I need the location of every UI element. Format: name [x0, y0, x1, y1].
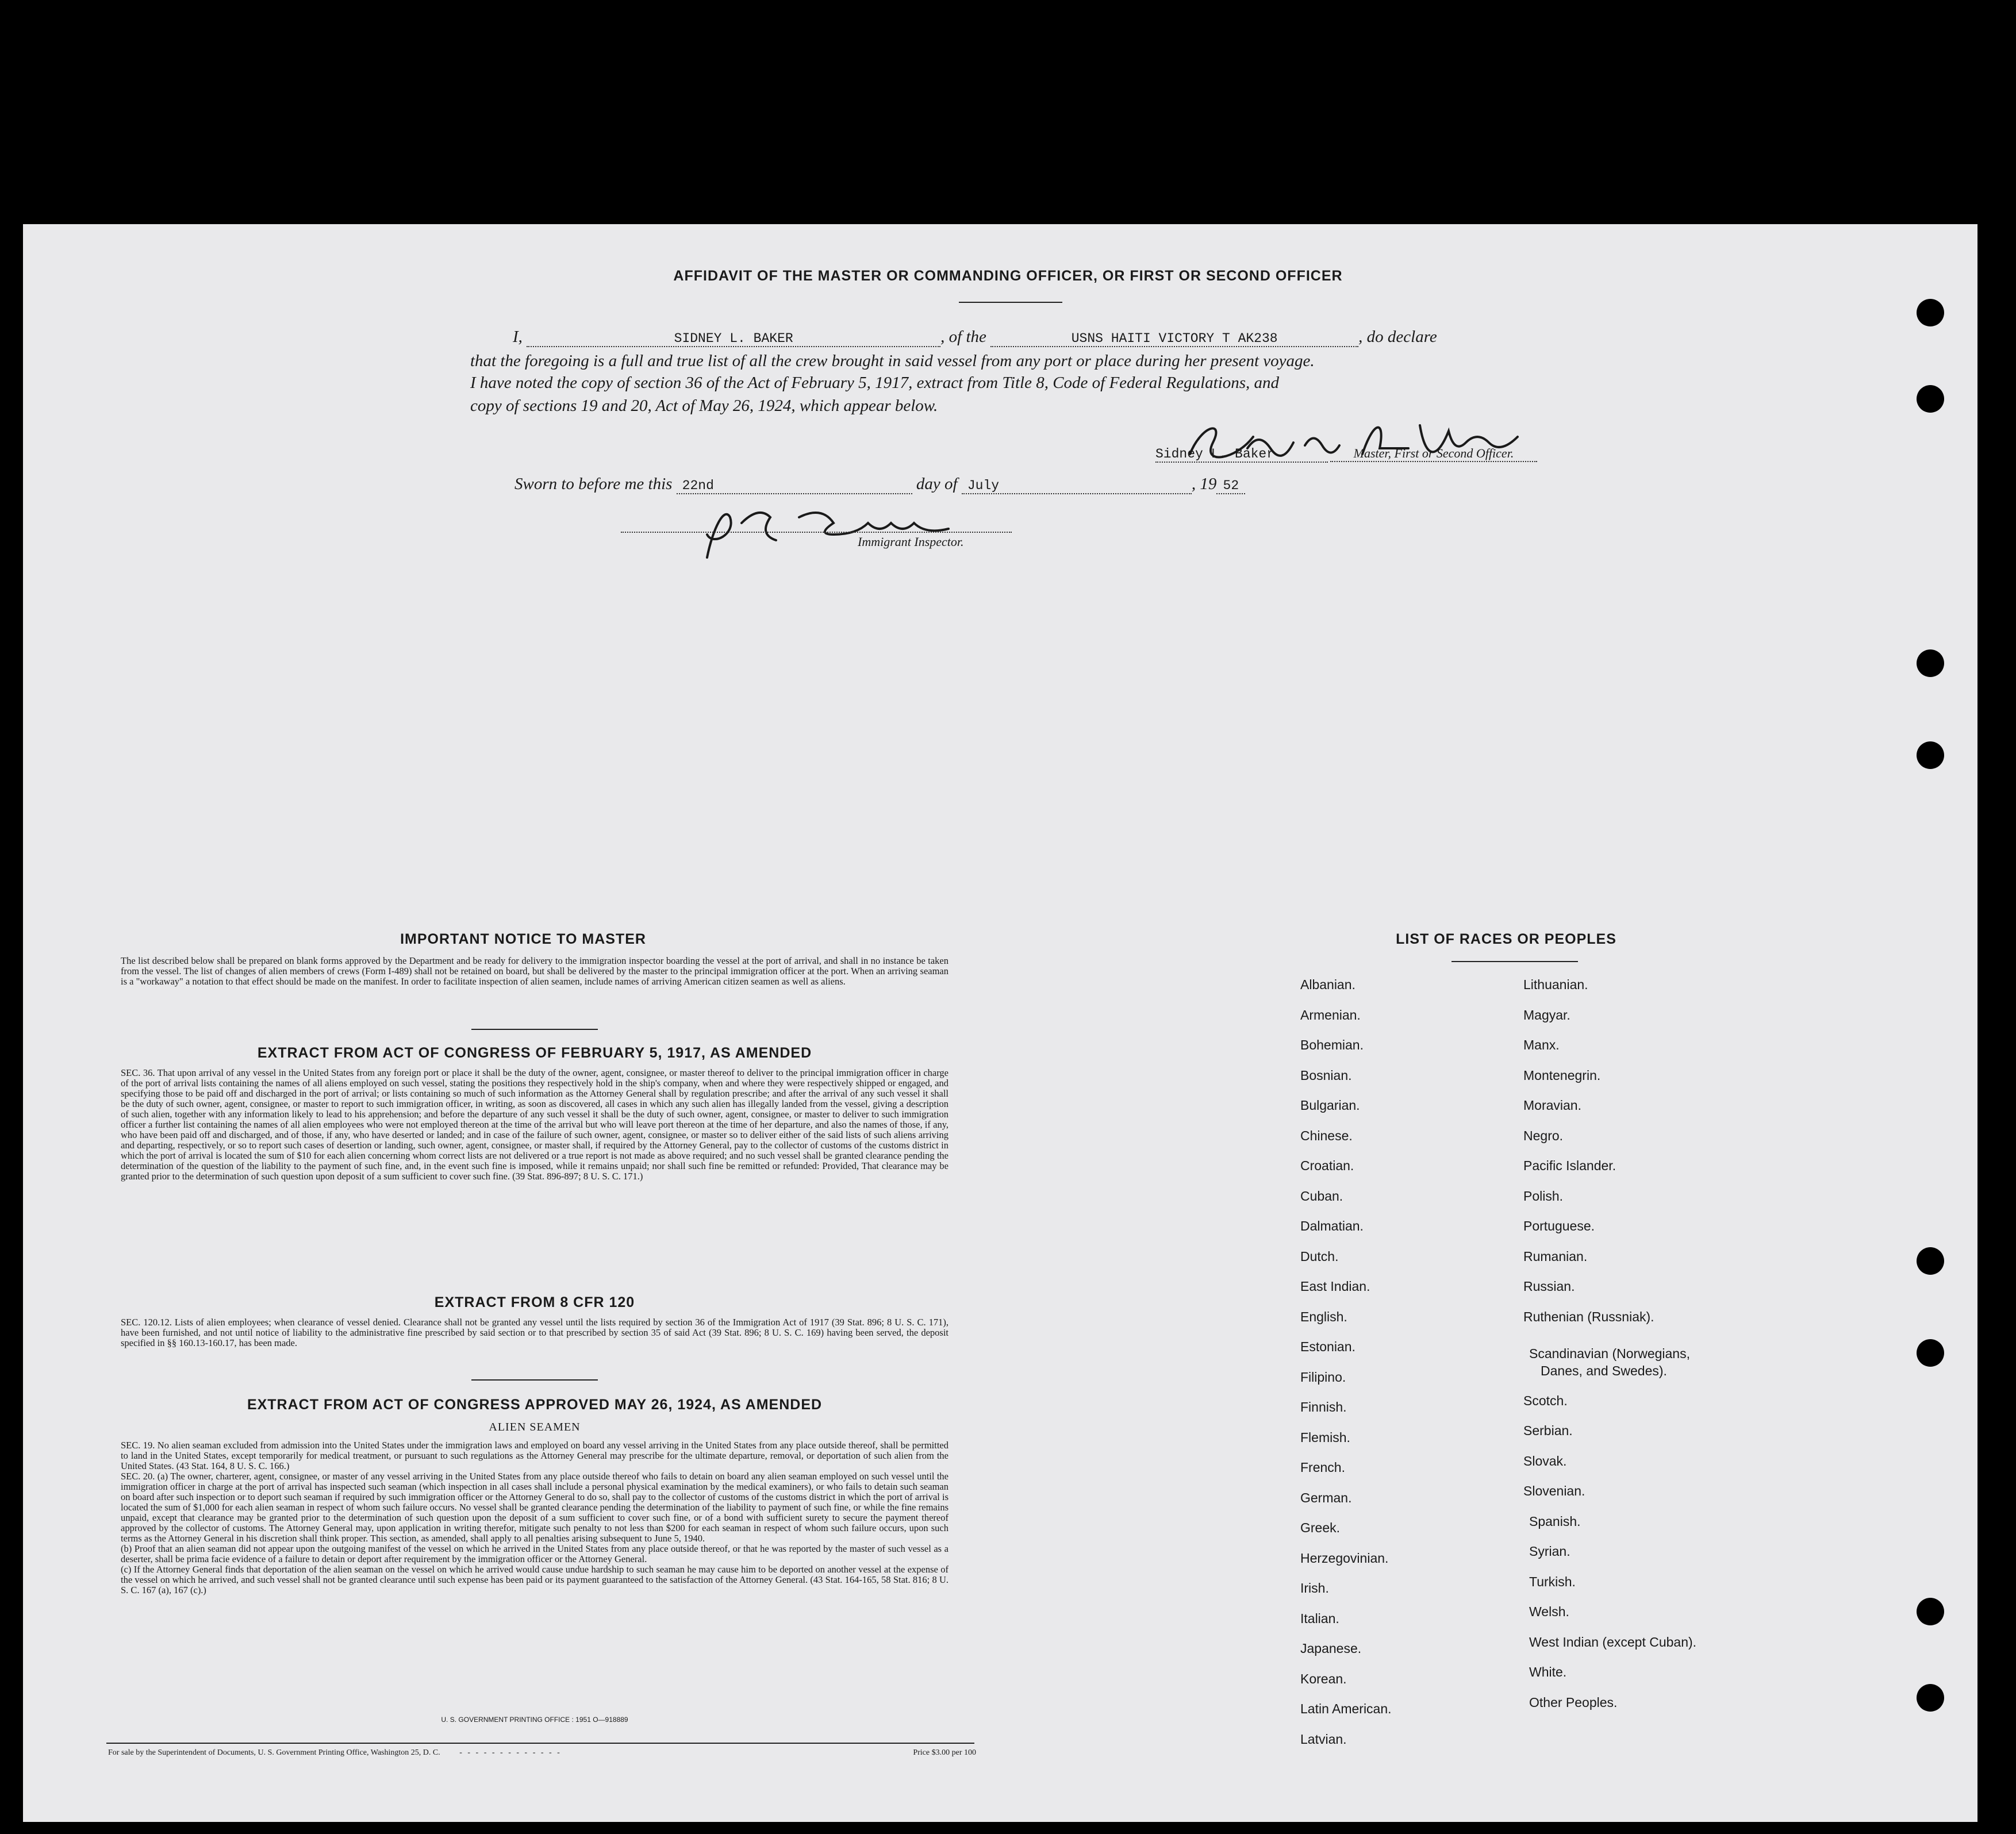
race-item: Flemish. — [1300, 1429, 1350, 1445]
races-title: LIST OF RACES OR PEOPLES — [1396, 931, 1616, 947]
punch-hole — [1917, 649, 1944, 677]
affidavit-line-1 — [513, 328, 1437, 347]
declare-label: , do declare — [1358, 328, 1437, 346]
affidavit-line-2: that the foregoing is a full and true list of all the crew brought in said vessel from any port or place during her present voyage. — [470, 352, 1315, 370]
race-item: Latvian. — [1300, 1731, 1347, 1747]
race-item: Scotch. — [1523, 1393, 1568, 1408]
signer-line — [1155, 446, 1537, 463]
race-item: Cuban. — [1300, 1188, 1343, 1204]
race-item: English. — [1300, 1309, 1347, 1324]
race-item: Italian. — [1300, 1610, 1339, 1626]
race-item: Turkish. — [1529, 1574, 1576, 1589]
extract-cfr-body: SEC. 120.12. Lists of alien employees; when clearance of vessel denied. Clearance shall not be granted any vessel until the lists required by section 36 of the Immigration Act of 1917 (39 Stat. 896; 8 U. S. C. 171), have been furnished, and not until notice of liability to the administrative fine prescribed by said section or to that prescribed by section 35 of said Act (39 Stat. 896; 8 U. S. C. 169) having been served, the deposit specified in §§ 160.13-160.17, has been made. — [121, 1317, 949, 1348]
punch-hole — [1917, 299, 1944, 326]
race-item: Polish. — [1523, 1188, 1564, 1204]
sec-20c: (c) If the Attorney General finds that deportation of the alien seaman on the vessel on which he arrived would cause undue hardship to such seaman he may cause him to be deported on another vessel at the expense of the vessel on which he arrived, and such vessel shall not be granted clearance until such expense has been paid or its payment guaranteed to the satisfaction of the Attorney General. (43 Stat. 164-165, 58 Stat. 816; 8 U. S. C. 167 (a), 167 (c).) — [121, 1564, 949, 1595]
extract-1924-title: EXTRACT FROM ACT OF CONGRESS APPROVED MAY 26, 1924, AS AMENDED — [247, 1397, 823, 1413]
for-sale-text: For sale by the Superintendent of Documents, U. S. Government Printing Office, Washington 25, D. C. — [108, 1748, 440, 1757]
race-item: Moravian. — [1523, 1098, 1581, 1113]
race-item: Ruthenian (Russniak). — [1523, 1309, 1654, 1324]
of-the-label: , of the — [940, 328, 986, 346]
sec-19: SEC. 19. No alien seaman excluded from admission into the United States under the immigration laws and employed on board any vessel arriving in the United States from any place outside thereof, shall be permitted to land in the United States, except temporarily for medical treatment, or pursuant to such regulations as the Attorney General may prescribe for the ultimate departure, removal, or deportation of such alien from the United States. (43 Stat. 164, 8 U. S. C. 166.) — [121, 1440, 949, 1471]
race-item: Danes, and Swedes). — [1541, 1363, 1667, 1378]
race-item: Magyar. — [1523, 1007, 1570, 1022]
race-item: Dutch. — [1300, 1248, 1339, 1264]
typed-signer: Sidney L. Baker — [1155, 447, 1328, 463]
punch-hole — [1917, 1247, 1944, 1275]
race-item: Slovak. — [1523, 1453, 1567, 1468]
race-item: Negro. — [1523, 1128, 1564, 1143]
footer-line — [108, 1748, 976, 1758]
race-item: Albanian. — [1300, 977, 1355, 992]
race-item: German. — [1300, 1490, 1352, 1505]
sworn-label: Sworn to before me this — [514, 475, 673, 493]
race-item: Irish. — [1300, 1581, 1329, 1595]
race-item: Korean. — [1300, 1671, 1347, 1686]
race-item: Pacific Islander. — [1523, 1158, 1616, 1173]
i-label: I, — [513, 328, 523, 346]
inspector-signature — [678, 494, 977, 563]
race-item: Russian. — [1523, 1279, 1575, 1294]
notice-title: IMPORTANT NOTICE TO MASTER — [400, 931, 646, 947]
race-item: White. — [1529, 1664, 1567, 1679]
divider — [1451, 961, 1578, 962]
race-item: Greek. — [1300, 1520, 1341, 1535]
extract-1924-body — [121, 1440, 949, 1595]
affidavit-line-3: I have noted the copy of section 36 of the Act of February 5, 1917, extract from Title 8, Code of Federal Regulations, and — [470, 374, 1280, 392]
race-item: Slovenian. — [1523, 1483, 1585, 1498]
race-item: Finnish. — [1300, 1399, 1347, 1414]
signer-role: Master, First or Second Officer. — [1330, 446, 1537, 462]
race-item: Herzegovinian. — [1300, 1550, 1389, 1566]
day-of-label: day of — [916, 475, 958, 493]
race-item: Estonian. — [1300, 1339, 1355, 1354]
punch-hole — [1917, 1684, 1944, 1712]
race-item: East Indian. — [1300, 1279, 1370, 1294]
race-item: Welsh. — [1529, 1604, 1569, 1619]
divider — [959, 302, 1062, 303]
race-item: Syrian. — [1529, 1544, 1570, 1559]
affidavit-line-4: copy of sections 19 and 20, Act of May 26, 1924, which appear below. — [470, 397, 938, 415]
sec-20a: SEC. 20. (a) The owner, charterer, agent, consignee, or master of any vessel arriving in the United States from any place outside thereof who fails to detain on board any alien seaman employed on such vessel until the immigration officer in charge at the port of arrival has inspected such seaman (which inspection in all cases shall include a personal physical examination by the medical examiners), or who fails to detain such seaman on board after such inspection or to deport such seaman if required by such immigration officer or the Attorney General to do so, shall pay to the collector of customs of the customs district in which the port of arrival is located the sum of $1,000 for each alien seaman in respect of whom such failure occurs. No vessel shall be granted clearance pending the determination of the liability to payment of such fine, or while the fine remains unpaid, except that clearance may be granted prior to the determination of such question upon the deposit of a sum sufficient to cover such fine, or of a bond with sufficient surety to secure the payment thereof approved by the collector of customs. The Attorney General may, upon application in writing therefor, mitigate such penalty to not less than $200 for each seaman in respect of whom such failure occurs, upon such terms as the Attorney General in his discretion shall think proper. This section, as amended, shall apply to all penalties arising subsequent to June 5, 1940. — [121, 1471, 949, 1544]
race-item: French. — [1300, 1460, 1345, 1475]
race-item: Other Peoples. — [1529, 1694, 1618, 1710]
affidavit-title: AFFIDAVIT OF THE MASTER OR COMMANDING OFFICER, OR FIRST OR SECOND OFFICER — [673, 268, 1343, 284]
inspector-role: Immigrant Inspector. — [858, 535, 964, 549]
vessel-name: USNS HAITI VICTORY T AK238 — [990, 331, 1358, 347]
extract-cfr-title: EXTRACT FROM 8 CFR 120 — [434, 1294, 635, 1310]
race-item: Scandinavian (Norwegians, — [1529, 1345, 1690, 1361]
race-item: Bosnian. — [1300, 1067, 1352, 1083]
sworn-month: July — [962, 478, 1192, 494]
race-item: Filipino. — [1300, 1369, 1346, 1385]
year-prefix: , 19 — [1191, 475, 1217, 493]
race-item: Montenegrin. — [1523, 1067, 1601, 1083]
race-item: Armenian. — [1300, 1007, 1361, 1022]
extract-1924-subtitle: ALIEN SEAMEN — [489, 1421, 581, 1433]
punch-hole — [1917, 385, 1944, 413]
extract-1917-title: EXTRACT FROM ACT OF CONGRESS OF FEBRUARY 5, 1917, AS AMENDED — [257, 1045, 812, 1061]
master-name: SIDNEY L. BAKER — [527, 331, 940, 347]
printing-office: U. S. GOVERNMENT PRINTING OFFICE : 1951 O—918889 — [441, 1716, 628, 1724]
race-item: Croatian. — [1300, 1158, 1354, 1173]
footer-rule — [106, 1743, 974, 1744]
divider — [471, 1379, 598, 1381]
race-item: Serbian. — [1523, 1423, 1573, 1438]
punch-hole — [1917, 1339, 1944, 1367]
notice-body: The list described below shall be prepared on blank forms approved by the Department and be ready for delivery to the immigration inspector boarding the vessel at the port of arrival, and shall in no instance be taken from the vessel. The list of changes of alien members of crews (Form I-489) shall not be retained on board, but shall be delivered by the master to the principal immigration officer at the port. When an arriving seaman is a "workaway" a notation to that effect should be made on the manifest. In order to facilitate inspection of alien seamen, include names of arriving American citizen seamen as well as aliens. — [121, 955, 949, 987]
sworn-day: 22nd — [677, 478, 912, 494]
sworn-line — [514, 475, 1245, 494]
races-left-column — [1300, 977, 1392, 1762]
race-item: Latin American. — [1300, 1701, 1392, 1716]
race-item: Bohemian. — [1300, 1037, 1364, 1052]
race-item: Portuguese. — [1523, 1218, 1595, 1233]
punch-hole — [1917, 741, 1944, 769]
races-right-column — [1523, 977, 1696, 1725]
race-item: Manx. — [1523, 1037, 1560, 1052]
race-item: Chinese. — [1300, 1128, 1353, 1143]
race-item: Lithuanian. — [1523, 977, 1588, 992]
extract-1917-body: SEC. 36. That upon arrival of any vessel in the United States from any foreign port or place it shall be the duty of the owner, agent, consignee, or master thereof to deliver to the principal immigration officer in charge of the port of arrival lists containing the names of all aliens employed on such vessel, stating the positions they respectively hold in the ship's company, when and where they were respectively shipped or engaged, and specifying those to be paid off and discharged in the port of arrival; or lists containing so much of such information as the Attorney General shall by regulation prescribe; and after the arrival of any such vessel it shall be the duty of such owner, agent, consignee, or master to report to such immigration officer, in writing, as soon as discovered, all cases in which any such alien has illegally landed from the vessel, giving a description of such alien, together with any information likely to lead to his apprehension; and before the departure of any such vessel it shall be the duty of such owner, agent, consignee, or master to deliver to such immigration officer a further list containing the names of all alien employees who were not employed thereon at the time of the arrival but who will leave port thereon at the time of her departure, and also the names of those, if any, who have been paid off and discharged, and of those, if any, who have deserted or landed; and in case of the failure of such owner, agent, consignee, or master so to deliver either of the said lists of such aliens arriving and departing, respectively, or so to report such cases of desertion or landing, such owner, agent, consignee, or master shall, if required by the Attorney General, pay to the collector of customs of the customs district in which the port of arrival is located the sum of $10 for each alien concerning whom correct lists are not delivered or a true report is not made as above required; and no such vessel shall be granted clearance pending the determination of the question of the liability to the payment of such fine, and, in the event such fine is imposed, while it remains unpaid; nor shall such fine be remitted or refunded: Provided, That clearance may be granted prior to the determination of such question upon deposit of a sum sufficient to cover such fine. (39 Stat. 896-897; 8 U. S. C. 171.) — [121, 1067, 949, 1182]
sworn-year: 52 — [1216, 478, 1245, 494]
price-text: Price $3.00 per 100 — [913, 1748, 976, 1757]
race-item: Bulgarian. — [1300, 1098, 1360, 1113]
sec-20b: (b) Proof that an alien seaman did not appear upon the outgoing manifest of the vessel on which he arrived in the United States from any place outside thereof, or that he was reported by the master of such vessel as a deserter, shall be prima facie evidence of a failure to detain or deport after requirement by the immigration officer or the Attorney General. — [121, 1543, 949, 1564]
race-item: Dalmatian. — [1300, 1218, 1364, 1233]
race-item: Rumanian. — [1523, 1248, 1588, 1264]
footer-dashes: - - - - - - - - - - - - - — [459, 1748, 562, 1757]
race-item: Spanish. — [1529, 1513, 1581, 1529]
race-item: West Indian (except Cuban). — [1529, 1634, 1697, 1650]
race-item: Japanese. — [1300, 1641, 1362, 1656]
inspector-line — [621, 532, 1012, 533]
divider — [471, 1029, 598, 1030]
punch-hole — [1917, 1598, 1944, 1625]
